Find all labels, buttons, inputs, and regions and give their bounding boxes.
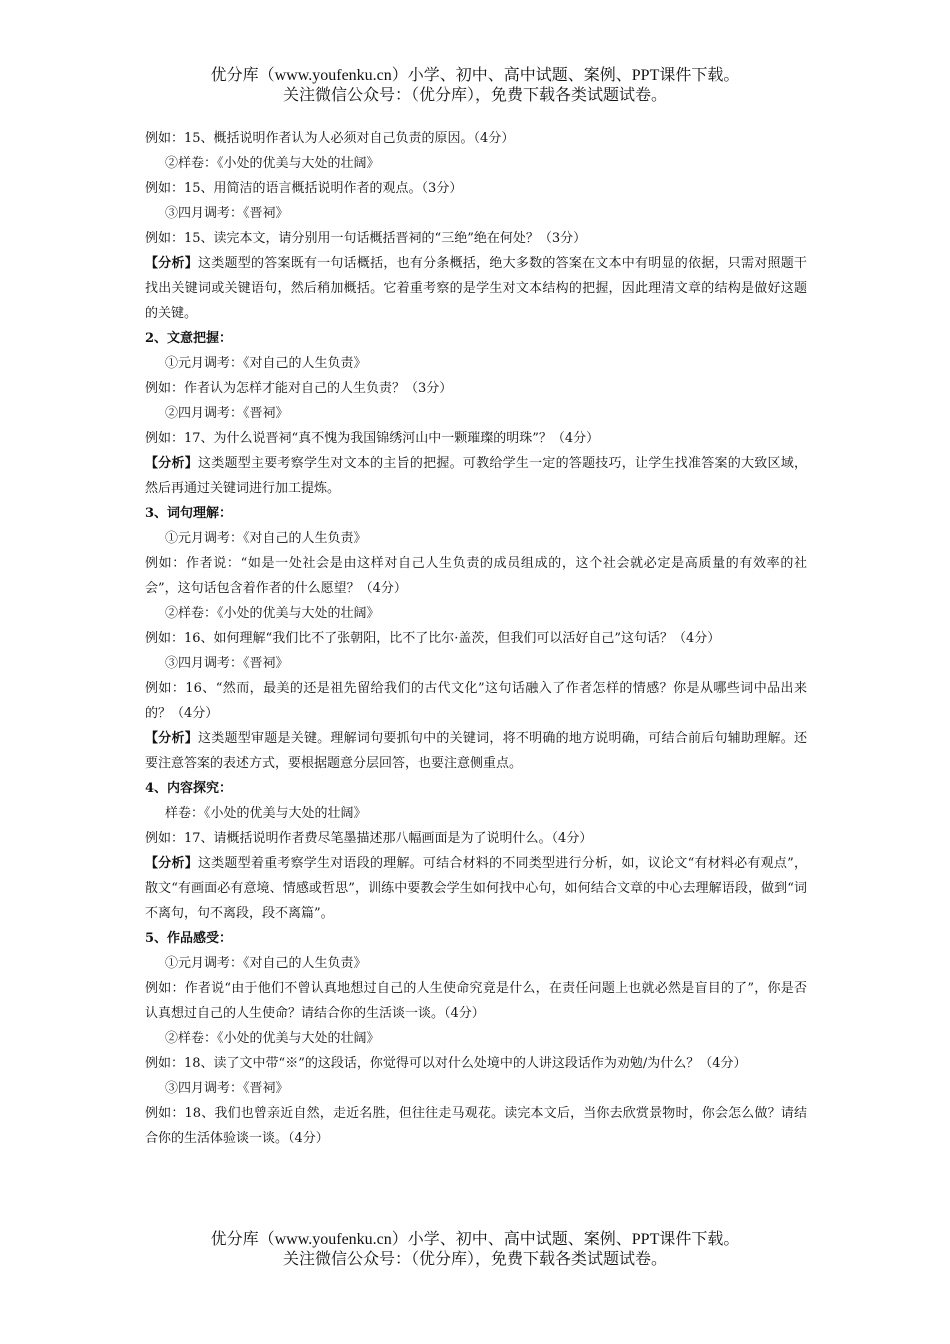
- analysis-text: 这类题型着重考察学生对语段的理解。可结合材料的不同类型进行分析，如，议论文“有材料必有观点”，散文“有画面必有意境、情感或哲思”，训练中要教会学生如何找中心句，如何结合文章的中心去理解语段，做到“词不离句，句不离段，段不离篇”。: [145, 856, 807, 921]
- example-line: 例如：16、如何理解“我们比不了张朝阳，比不了比尔·盖茨，但我们可以活好自己”这句话？（4分）: [145, 631, 721, 646]
- example-line: 例如：15、读完本文，请分别用一句话概括晋祠的“三绝”绝在何处？（3分）: [145, 231, 587, 246]
- example-line: 例如：17、请概括说明作者费尽笔墨描述那八幅画面是为了说明什么。（4分）: [145, 831, 593, 846]
- example-line: 例如：18、我们也曾亲近自然，走近名胜，但往往走马观花。读完本文后，当你去欣赏景物时，你会怎么做？请结合你的生活体验谈一谈。（4分）: [145, 1106, 807, 1146]
- example-line: 例如：15、概括说明作者认为人必须对自己负责的原因。（4分）: [145, 131, 515, 146]
- analysis-tag: 【分析】: [145, 456, 198, 471]
- section-title: 2、文意把握：: [145, 331, 233, 346]
- source-line: ①元月调考：《对自己的人生负责》: [165, 531, 367, 546]
- page-header: [0, 66, 950, 106]
- analysis-paragraph: [145, 851, 807, 926]
- source-line: 样卷：《小处的优美与大处的壮阔》: [165, 806, 367, 821]
- source-line: ①元月调考：《对自己的人生负责》: [165, 356, 367, 371]
- source-line: ③四月调考：《晋祠》: [165, 206, 289, 221]
- analysis-tag: 【分析】: [145, 256, 198, 271]
- example-line: 例如：15、用简洁的语言概括说明作者的观点。（3分）: [145, 181, 463, 196]
- example-line: 例如：作者认为怎样才能对自己的人生负责？（3分）: [145, 381, 453, 396]
- footer-line-1: 优分库（www.youfenku.cn）小学、初中、高中试题、案例、PPT课件下载。: [210, 1231, 740, 1248]
- section-title: 4、内容探究：: [145, 781, 233, 796]
- document-body: [145, 126, 807, 1151]
- source-line: ③四月调考：《晋祠》: [165, 1081, 289, 1096]
- page-footer: [0, 1230, 950, 1270]
- source-line: ②四月调考：《晋祠》: [165, 406, 289, 421]
- source-line: ②样卷：《小处的优美与大处的壮阔》: [165, 606, 380, 621]
- source-line: ②样卷：《小处的优美与大处的壮阔》: [165, 156, 380, 171]
- source-line: ②样卷：《小处的优美与大处的壮阔》: [165, 1031, 380, 1046]
- example-line: 例如：作者说“由于他们不曾认真地想过自己的人生使命究竟是什么，在责任问题上也就必然是盲目的了”，你是否认真想过自己的人生使命？请结合你的生活谈一谈。（4分）: [145, 981, 807, 1021]
- analysis-text: 这类题型的答案既有一句话概括，也有分条概括，绝大多数的答案在文本中有明显的依据，只需对照题干找出关键词或关键语句，然后稍加概括。它着重考察的是学生对文本结构的把握，因此理清文章的结构是做好这题的关键。: [145, 256, 807, 321]
- header-line-1: 优分库（www.youfenku.cn）小学、初中、高中试题、案例、PPT课件下载。: [210, 67, 740, 84]
- analysis-text: 这类题型审题是关键。理解词句要抓句中的关键词，将不明确的地方说明确，可结合前后句辅助理解。还要注意答案的表述方式，要根据题意分层回答，也要注意侧重点。: [145, 731, 807, 771]
- footer-line-2: 关注微信公众号：（优分库），免费下载各类试题试卷。: [282, 1251, 667, 1268]
- analysis-paragraph: [145, 251, 807, 326]
- analysis-tag: 【分析】: [145, 731, 198, 746]
- source-line: ①元月调考：《对自己的人生负责》: [165, 956, 367, 971]
- header-line-2: 关注微信公众号：（优分库），免费下载各类试题试卷。: [282, 87, 667, 104]
- analysis-paragraph: [145, 451, 807, 501]
- example-line: 例如：18、读了文中带“※”的这段话，你觉得可以对什么处境中的人讲这段话作为劝勉/为什么？（4分）: [145, 1056, 747, 1071]
- example-line: 例如：17、为什么说晋祠“真不愧为我国锦绣河山中一颗璀璨的明珠”？（4分）: [145, 431, 600, 446]
- section-title: 3、词句理解：: [145, 506, 233, 521]
- analysis-paragraph: [145, 726, 807, 776]
- analysis-text: 这类题型主要考察学生对文本的主旨的把握。可教给学生一定的答题技巧，让学生找准答案的大致区域，然后再通过关键词进行加工提炼。: [145, 456, 807, 496]
- example-line: 例如：16、“然而，最美的还是祖先留给我们的古代文化”这句话融入了作者怎样的情感？你是从哪些词中品出来的？（4分）: [145, 681, 807, 721]
- section-title: 5、作品感受：: [145, 931, 233, 946]
- source-line: ③四月调考：《晋祠》: [165, 656, 289, 671]
- example-line: 例如：作者说：“如是一处社会是由这样对自己人生负责的成员组成的，这个社会就必定是高质量的有效率的社会”，这句话包含着作者的什么愿望？（4分）: [145, 556, 807, 596]
- analysis-tag: 【分析】: [145, 856, 198, 871]
